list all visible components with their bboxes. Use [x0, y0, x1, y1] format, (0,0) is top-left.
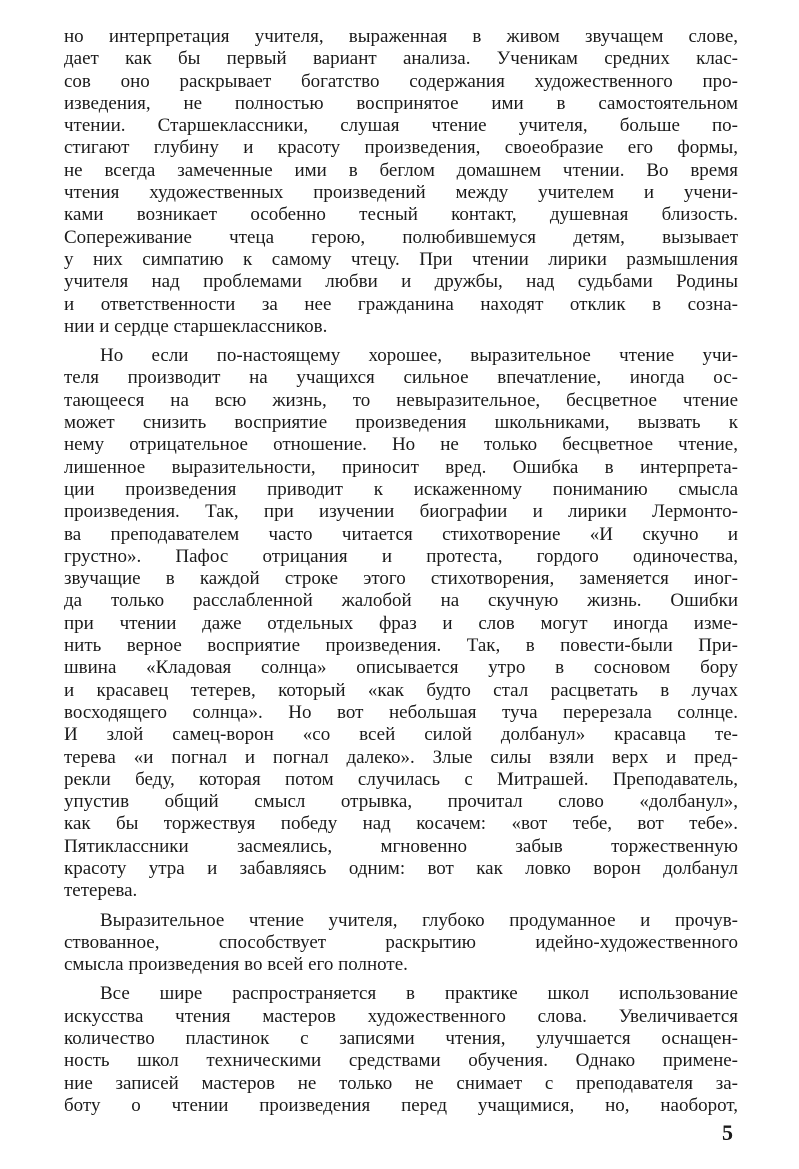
text-line: изведения, не полностью воспринятое ими в самостоятельном — [64, 92, 738, 114]
text-line: да только расслабленной жалобой на скучную жизнь. Ошибки — [64, 590, 738, 612]
text-line: не всегда замеченные ими в беглом домашнем чтении. Во время — [64, 159, 738, 181]
text-line: но интерпретация учителя, выраженная в живом звучащем слове, — [64, 26, 738, 47]
text-line: терева «и погнал и погнал далеко». Злые силы взяли верх и пред- — [64, 746, 738, 768]
text-line: искусства чтения мастеров художественного слова. Увеличивается — [64, 1005, 738, 1027]
text-line: тетерева. — [64, 880, 138, 902]
text-line: тающееся на всю жизнь, то невыразительное, бесцветное чтение — [64, 389, 738, 411]
text-line: И злой самец-ворон «со всей силой долбанул» красавца те- — [64, 724, 738, 746]
text-line: нить верное восприятие произведения. Так, в повести-были При- — [64, 635, 738, 657]
text-line: как бы торжествуя победу над косачем: «вот тебе, вот тебе». — [64, 813, 738, 835]
text-line: и ответственности за нее гражданина находят отклик в созна- — [64, 293, 738, 315]
text-line: ции произведения приводит к искаженному пониманию смысла — [64, 478, 738, 500]
text-line: красоту утра и забавляясь одним: вот как ловко ворон долбанул — [64, 857, 738, 879]
text-line: чтении. Старшеклассники, слушая чтение учителя, больше по- — [64, 115, 738, 137]
text-line: теля производит на учащихся сильное впечатление, иногда ос- — [64, 367, 738, 389]
text-line: Пятиклассники засмеялись, мгновенно забыв торжественную — [64, 835, 738, 857]
paragraph-4 — [64, 983, 738, 1117]
text-line: восходящего солнца». Но вот небольшая туча перерезала солнце. — [64, 701, 738, 723]
text-line: упустив общий смысл отрывка, прочитал слово «долбанул», — [64, 791, 738, 813]
text-line: звучащие в каждой строке этого стихотворения, заменяется иног- — [64, 568, 738, 590]
text-line: нему отрицательное отношение. Но не только бесцветное чтение, — [64, 434, 738, 456]
text-line: и красавец тетерев, который «как будто стал расцветать в лучах — [64, 679, 738, 701]
paragraph-3 — [64, 910, 738, 977]
paragraph-1 — [64, 26, 738, 338]
text-line: ками возникает особенно тесный контакт, душевная близость. — [64, 204, 738, 226]
text-line: стигают глубину и красоту произведения, своеобразие его формы, — [64, 137, 738, 159]
text-line: нии и сердце старшеклассников. — [64, 315, 328, 337]
text-line: при чтении даже отдельных фраз и слов могут иногда изме- — [64, 612, 738, 634]
text-line: Выразительное чтение учителя, глубоко продуманное и прочув- — [100, 909, 738, 931]
text-line: лишенное выразительности, приносит вред. Ошибка в интерпрета- — [64, 456, 738, 478]
text-line: сов оно раскрывает богатство содержания художественного про- — [64, 70, 738, 92]
text-line: грустно». Пафос отрицания и протеста, гордого одиночества, — [64, 545, 738, 567]
text-line: ние записей мастеров не только не снимает с преподавателя за- — [64, 1072, 738, 1094]
text-line: Все шире распространяется в практике школ использование — [100, 983, 738, 1005]
page-number: 5 — [722, 1120, 733, 1145]
text-line: чтения художественных произведений между учителем и учени- — [64, 182, 738, 204]
text-line: дает как бы первый вариант анализа. Ученикам средних клас- — [64, 48, 738, 70]
text-line: швина «Кладовая солнца» описывается утро в сосновом бору — [64, 657, 738, 679]
text-line: ность школ техническими средствами обучения. Однако примене- — [64, 1050, 738, 1072]
page-body — [64, 26, 738, 1117]
text-line: ствованное, способствует раскрытию идейно-художественного — [64, 931, 738, 953]
text-line: количество пластинок с записями чтения, улучшается оснащен- — [64, 1028, 738, 1050]
paragraph-2 — [64, 345, 738, 902]
text-line: боту о чтении произведения перед учащимися, но, наоборот, — [64, 1094, 738, 1116]
text-line: учителя над проблемами любви и дружбы, над судьбами Родины — [64, 271, 738, 293]
text-line: рекли беду, которая потом случилась с Митрашей. Преподаватель, — [64, 768, 738, 790]
text-line: Но если по-настоящему хорошее, выразительное чтение учи- — [100, 345, 738, 367]
text-line: произведения. Так, при изучении биографии и лирики Лермонто- — [64, 501, 738, 523]
text-line: Сопереживание чтеца герою, полюбившемуся детям, вызывает — [64, 226, 738, 248]
text-line: у них симпатию к самому чтецу. При чтении лирики размышления — [64, 248, 738, 270]
text-line: смысла произведения во всей его полноте. — [64, 954, 408, 976]
text-line: может снизить восприятие произведения школьниками, вызвать к — [64, 412, 738, 434]
text-line: ва преподавателем часто читается стихотворение «И скучно и — [64, 523, 738, 545]
